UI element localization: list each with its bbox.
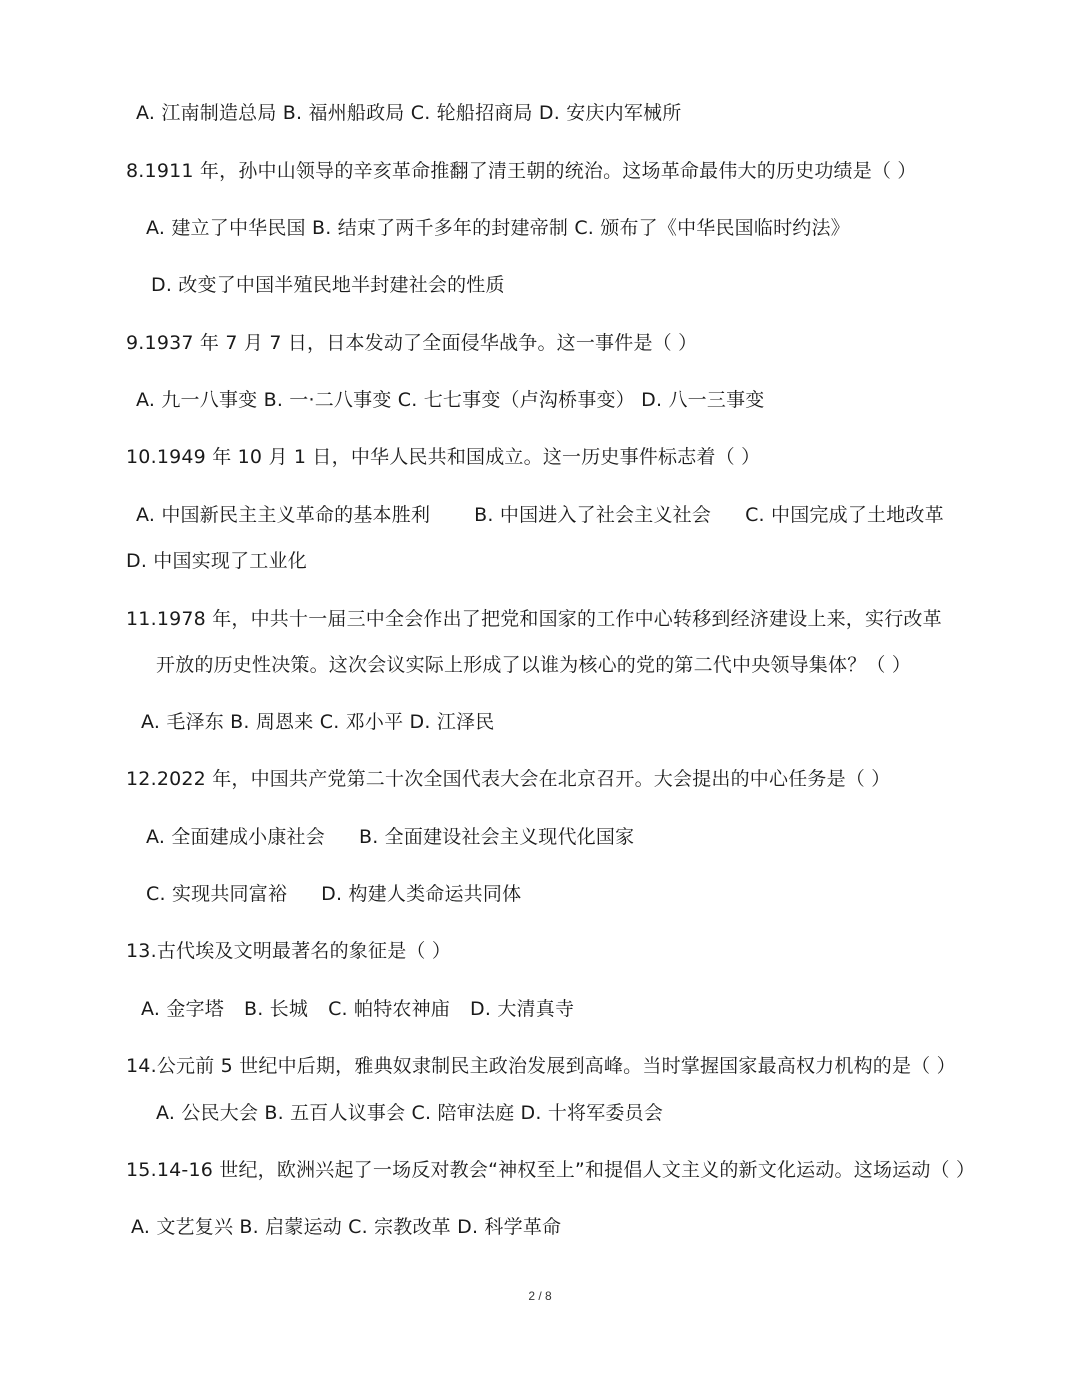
q10-options-row (136, 503, 944, 527)
q7-options: A. 江南制造总局 B. 福州船政局 C. 轮船招商局 D. 安庆内军械所 (136, 102, 682, 124)
q10-option-b: B. 中国进入了社会主义社会 (474, 504, 712, 526)
q11-stem-line1: 11.1978 年，中共十一届三中全会作出了把党和国家的工作中心转移到经济建设上来，实行改革 (126, 608, 942, 630)
q13-stem: 13.古代埃及文明最著名的象征是（ ） (126, 940, 452, 962)
q13-options-row (141, 997, 574, 1021)
q13-option-c: C. 帕特农神庙 (328, 998, 451, 1020)
q13-option-b: B. 长城 (243, 998, 309, 1020)
q13-option-d: D. 大清真寺 (470, 998, 575, 1020)
q8-options-line2: D. 改变了中国半殖民地半封建社会的性质 (151, 274, 505, 296)
q11-stem-line2: 开放的历史性决策。这次会议实际上形成了以谁为核心的党的第二代中央领导集体？（ ） (156, 654, 912, 676)
q15-stem: 15.14-16 世纪，欧洲兴起了一场反对教会“神权至上”和提倡人文主义的新文化运动。这场运动（ ） (126, 1159, 976, 1181)
q14-options: A. 公民大会 B. 五百人议事会 C. 陪审法庭 D. 十将军委员会 (156, 1102, 664, 1124)
page-number: 2 / 8 (528, 1289, 552, 1303)
q12-option-b: B. 全面建设社会主义现代化国家 (358, 826, 635, 848)
q9-options: A. 九一八事变 B. 一·二八事变 C. 七七事变（卢沟桥事变） D. 八一三事变 (136, 389, 765, 411)
q10-option-c: C. 中国完成了土地改革 (745, 504, 944, 526)
q12-options-row2 (146, 882, 521, 906)
q11-options: A. 毛泽东 B. 周恩来 C. 邓小平 D. 江泽民 (141, 711, 495, 733)
q12-option-a: A. 全面建成小康社会 (146, 826, 325, 848)
q8-options-line1: A. 建立了中华民国 B. 结束了两千多年的封建帝制 C. 颁布了《中华民国临时约法》 (146, 217, 850, 239)
q14-stem: 14.公元前 5 世纪中后期，雅典奴隶制民主政治发展到高峰。当时掌握国家最高权力机构的是（ ） (126, 1055, 956, 1077)
q9-stem: 9.1937 年 7 月 7 日，日本发动了全面侵华战争。这一事件是（ ） (126, 332, 698, 354)
q8-stem: 8.1911 年，孙中山领导的辛亥革命推翻了清王朝的统治。这场革命最伟大的历史功绩是（ ） (126, 160, 917, 182)
q13-option-a: A. 金字塔 (141, 998, 224, 1020)
q12-option-c: C. 实现共同富裕 (146, 883, 288, 905)
q12-options-row1 (146, 825, 634, 849)
q10-stem: 10.1949 年 10 月 1 日，中华人民共和国成立。这一历史事件标志着（ ） (126, 446, 761, 468)
q10-option-a: A. 中国新民主主义革命的基本胜利 (136, 504, 431, 526)
q12-option-d: D. 构建人类命运共同体 (321, 883, 522, 905)
q15-options: A. 文艺复兴 B. 启蒙运动 C. 宗教改革 D. 科学革命 (131, 1216, 562, 1238)
q12-stem: 12.2022 年，中国共产党第二十次全国代表大会在北京召开。大会提出的中心任务是（ ） (126, 768, 891, 790)
q10-option-d: D. 中国实现了工业化 (126, 550, 307, 572)
